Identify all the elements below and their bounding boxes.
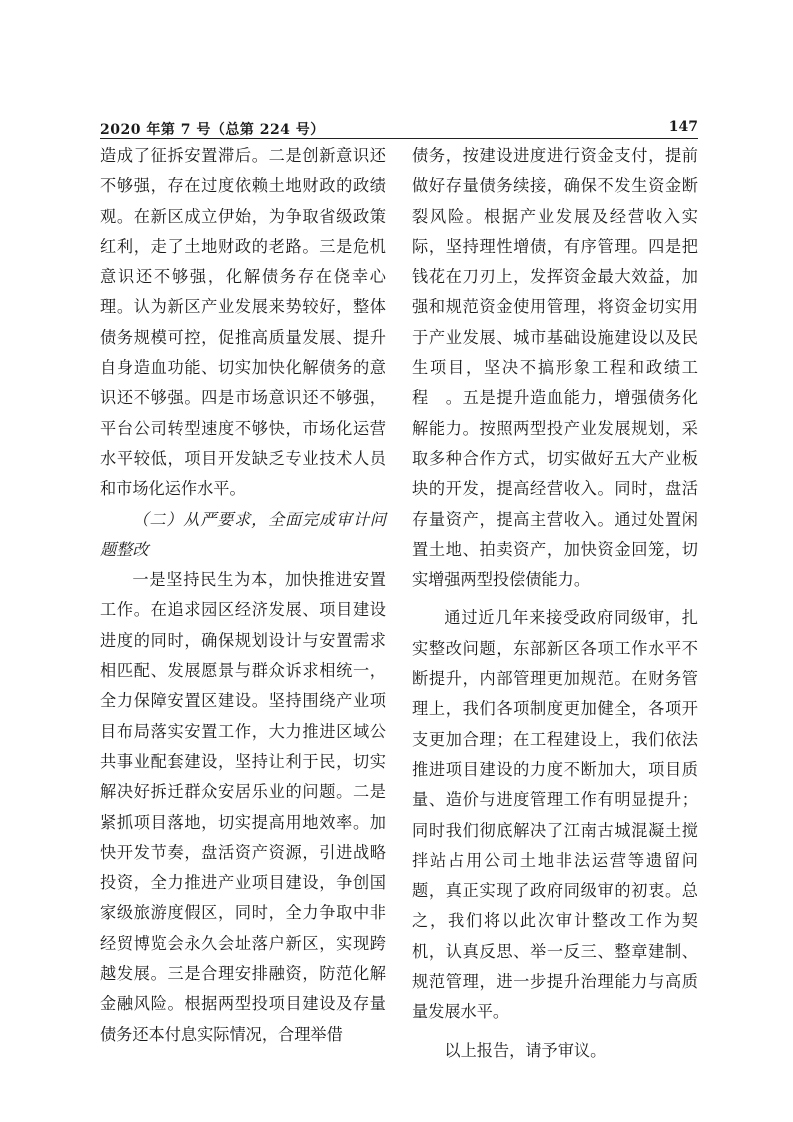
- paragraph: 一是坚持民生为本，加快推进安置工作。在追求园区经济发展、项目建设进度的同时，确保规划设计与安置需求相匹配、发展愿景与群众诉求相统一，全力保障安置区建设。坚持围绕产业项目布局落实安置工作，大力推进区域公共事业配套建设，坚持让利于民，切实解决好拆迁群众安居乐业的问题。二是紧抓项目落地，切实提高用地效率。加快开发节奏，盘活资产资源，引进战略投资，全力推进产业项目建设，争创国家级旅游度假区，同时，全力争取中非经贸博览会永久会址落户新区，实现跨越发展。三是合理安排融资，防范化解金融风险。根据两型投项目建设及存量债务还本付息实际情况，合理举借: [100, 570, 386, 1044]
- closing-paragraph: 以上报告，请予审议。: [444, 1040, 607, 1060]
- section-heading: （二）从严要求，全面完成审计问题整改: [100, 509, 386, 559]
- page-number: 147: [668, 119, 698, 135]
- header-divider: [100, 138, 698, 139]
- page-header: [100, 119, 698, 139]
- paragraph: 债务，按建设进度进行资金支付，提前做好存量债务续接，确保不发生资金断裂风险。根据产业发展及经营收入实际，坚持理性增债，有序管理。四是把钱花在刀刃上，发挥资金最大效益，加强和规范资金使用管理，将资金切实用于产业发展、城市基础设施建设以及民生项目，坚决不搞形象工程和政绩工程 。五是提升造血能力，增强债务化解能力。按照两型投产业发展规划，采取多种合作方式，切实做好五大产业板块的开发，提高经营收入。同时，盘活存量资产，提高主营收入。通过处置闲置土地、拍卖资产，加快资金回笼，切实增强两型投偿债能力。: [412, 146, 698, 590]
- paragraph: 造成了征拆安置滞后。二是创新意识还不够强，存在过度依赖土地财政的政绩观。在新区成立伊始，为争取省级政策红利，走了土地财政的老路。三是危机意识还不够强，化解债务存在侥幸心理。认为新区产业发展来势较好，整体债务规模可控，促推高质量发展、提升自身造血功能、切实加快化解债务的意识还不够强。四是市场意识还不够强，平台公司转型速度不够快，市场化运营水平较低，项目开发缺乏专业技术人员和市场化运作水平。: [100, 146, 386, 499]
- paragraph: 通过近几年来接受政府同级审，扎实整改问题，东部新区各项工作水平不断提升，内部管理更加规范。在财务管理上，我们各项制度更加健全，各项开支更加合理；在工程建设上，我们依法推进项目建设的力度不断加大，项目质量、造价与进度管理工作有明显提升；同时我们彻底解决了江南古城混凝土搅拌站占用公司土地非法运营等遗留问题，真正实现了政府同级审的初衷。总之，我们将以此次审计整改工作为契机，认真反思、举一反三、整章建制、规范管理，进一步提升治理能力与高质量发展水平。: [412, 608, 698, 1022]
- left-column: [100, 141, 386, 1050]
- right-column: [412, 141, 698, 1066]
- issue-info: 2020 年第 7 号（总第 224 号）: [100, 122, 325, 138]
